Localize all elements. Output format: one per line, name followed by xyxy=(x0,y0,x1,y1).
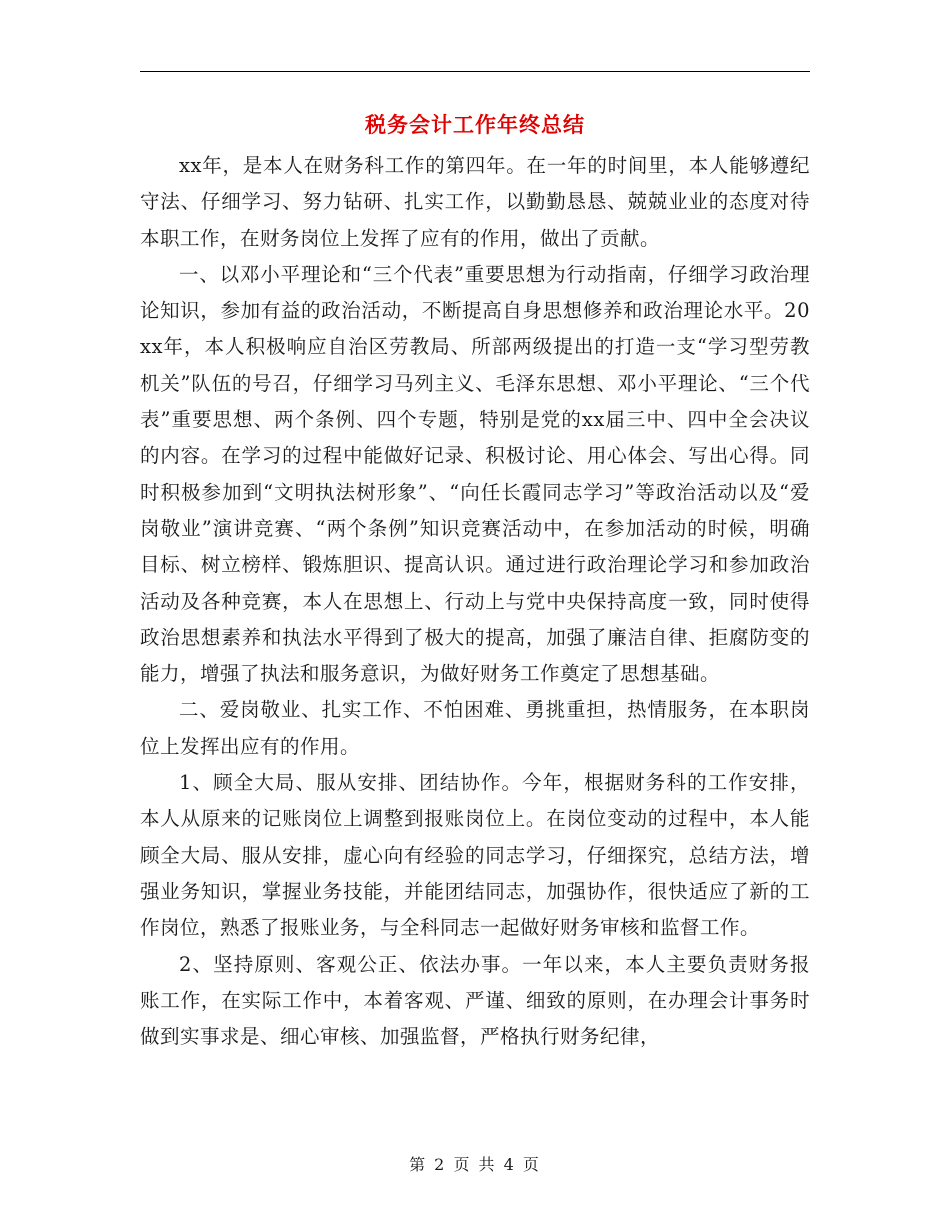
paragraph: 2、坚持原则、客观公正、依法办事。一年以来，本人主要负责财务报账工作，在实际工作中，本着客观、严谨、细致的原则，在办理会计事务时做到实事求是、细心审核、加强监督，严格执行财务纪律， xyxy=(140,952,810,1049)
document-title: 税务会计工作年终总结 xyxy=(365,112,585,137)
page-number: 第 2 页 共 4 页 xyxy=(409,1155,541,1174)
paragraph: xx年，是本人在财务科工作的第四年。在一年的时间里，本人能够遵纪守法、仔细学习、努力钻研、扎实工作，以勤勤恳恳、兢兢业业的态度对待本职工作，在财务岗位上发挥了应有的作用，做出了贡献。 xyxy=(140,154,810,250)
header-rule xyxy=(140,71,810,72)
paragraph: 1、顾全大局、服从安排、团结协作。今年，根据财务科的工作安排，本人从原来的记账岗位上调整到报账岗位上。在岗位变动的过程中，本人能顾全大局、服从安排，虚心向有经验的同志学习，仔细探究，总结方法，增强业务知识，掌握业务技能，并能团结同志，加强协作，很快适应了新的工作岗位，熟悉了报账业务，与全科同志一起做好财务审核和监督工作。 xyxy=(140,771,810,940)
document-body xyxy=(140,148,810,1055)
paragraph: 一、以邓小平理论和“三个代表”重要思想为行动指南，仔细学习政治理论知识，参加有益的政治活动，不断提高自身思想修养和政治理论水平。20xx年，本人积极响应自治区劳教局、所部两级提出的打造一支“学习型劳教机关”队伍的号召，仔细学习马列主义、毛泽东思想、邓小平理论、“三个代表”重要思想、两个条例、四个专题，特别是党的xx届三中、四中全会决议的内容。在学习的过程中能做好记录、积极讨论、用心体会、写出心得。同时积极参加到“文明执法树形象”、“向任长霞同志学习”等政治活动以及“爱岗敬业”演讲竞赛、“两个条例”知识竞赛活动中，在参加活动的时候，明确目标、树立榜样、锻炼胆识、提高认识。通过进行政治理论学习和参加政治活动及各种竞赛，本人在思想上、行动上与党中央保持高度一致，同时使得政治思想素养和执法水平得到了极大的提高，加强了廉洁自律、拒腐防变的能力，增强了执法和服务意识，为做好财务工作奠定了思想基础。 xyxy=(140,262,810,686)
paragraph: 二、爱岗敬业、扎实工作、不怕困难、勇挑重担，热情服务，在本职岗位上发挥出应有的作用。 xyxy=(140,698,810,758)
